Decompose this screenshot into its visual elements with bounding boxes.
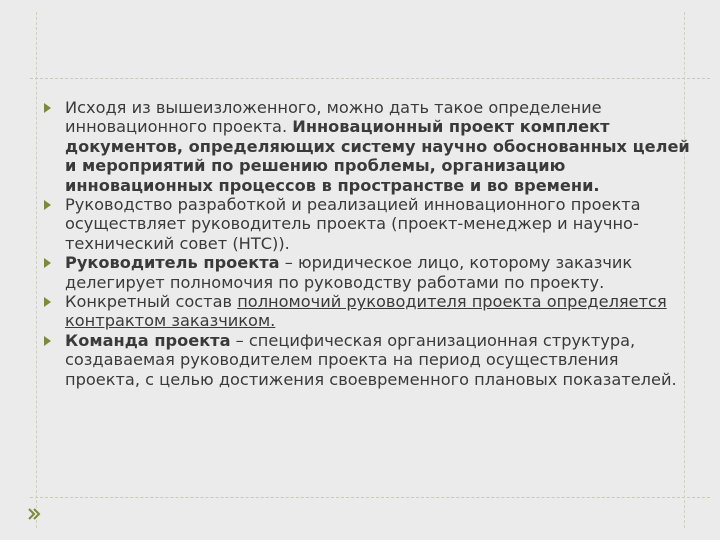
bullet-text-segment: – специфическая организационная структура, создаваемая руководителем проекта на период осуществления проекта, с целью достижения своевременного плановых показателей. bbox=[65, 330, 677, 389]
left-rule bbox=[36, 12, 37, 528]
bullet-text-segment: Руководство разработкой и реализацией инновационного проекта осуществляет руководитель проекта (проект-менеджер и научно-технический совет (НТС)). bbox=[65, 195, 641, 253]
double-chevron-right-icon bbox=[26, 506, 42, 522]
list-item bbox=[44, 195, 694, 253]
triangle-right-icon bbox=[44, 103, 51, 113]
triangle-right-icon bbox=[44, 336, 51, 346]
bullet-text-segment: Команда проекта bbox=[65, 330, 231, 350]
triangle-right-icon bbox=[44, 258, 51, 268]
list-item bbox=[44, 331, 694, 389]
bullet-text-segment: Конкретный состав bbox=[65, 292, 238, 312]
list-item bbox=[44, 292, 694, 331]
triangle-right-icon bbox=[44, 297, 51, 307]
bullet-text-segment: – юридическое лицо, которому заказчик делегирует полномочия по руководству работами по проекту. bbox=[65, 253, 633, 292]
bullet-text-segment: Исходя из вышеизложенного, можно дать такое определение инновационного проекта. bbox=[65, 98, 602, 137]
bullet-text-segment: Инновационный проект комплект документов, определяющих систему научно обоснованных целей и мероприятий по решению проблемы, организацию инновационных процессов в пространстве и во времени. bbox=[65, 117, 690, 195]
bullet-text-segment: Руководитель проекта bbox=[65, 253, 280, 273]
list-item bbox=[44, 253, 694, 292]
top-rule bbox=[30, 78, 710, 79]
triangle-right-icon bbox=[44, 200, 51, 210]
list-item bbox=[44, 98, 694, 195]
bullet-list bbox=[44, 98, 694, 389]
bullet-text-segment: полномочий руководителя проекта определяется контрактом заказчиком. bbox=[65, 292, 667, 331]
bottom-rule bbox=[30, 497, 710, 498]
